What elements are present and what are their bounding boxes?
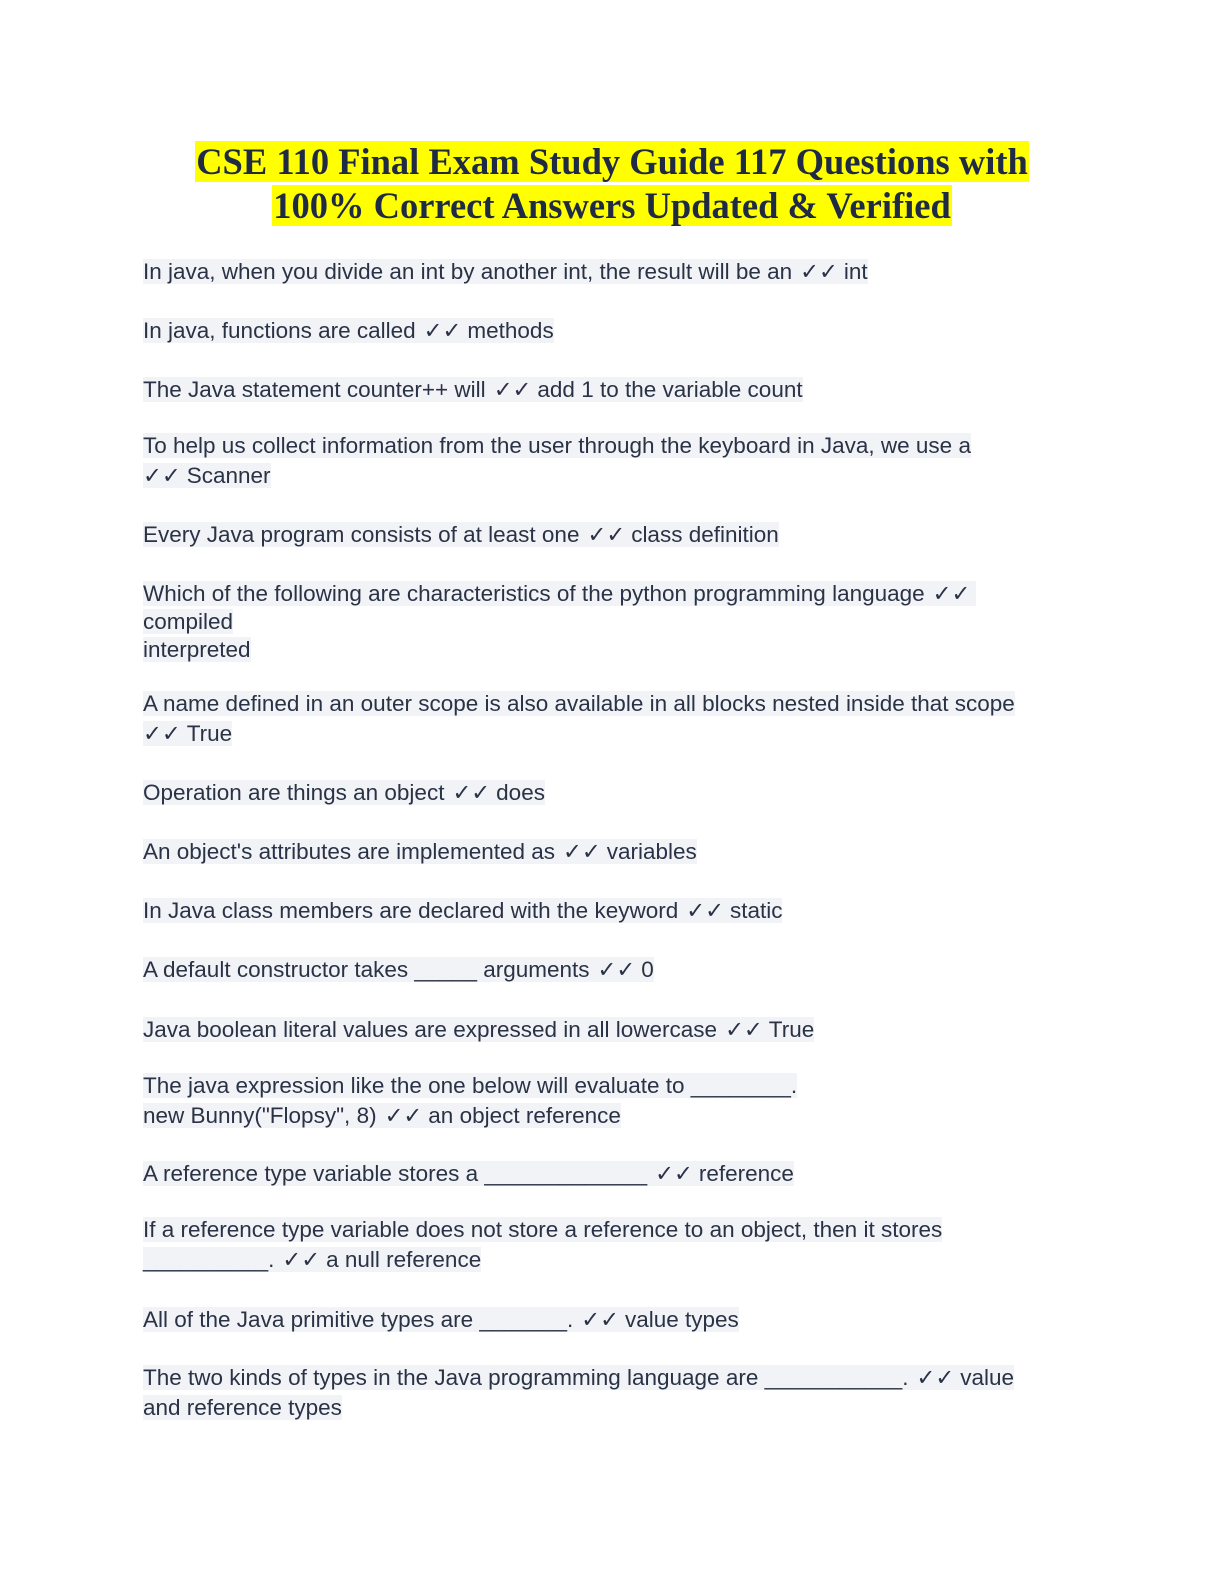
- question-text-2: __________.: [143, 1247, 275, 1272]
- qa-item: [143, 520, 779, 550]
- check-icon: ✓✓: [581, 1307, 619, 1332]
- check-icon: ✓✓: [282, 1247, 321, 1272]
- qa-item: [143, 1305, 739, 1335]
- check-icon: ✓✓: [143, 721, 181, 746]
- qa-item: [143, 1015, 814, 1045]
- qa-item: [143, 1071, 797, 1131]
- answer-text: add 1 to the variable count: [537, 377, 803, 402]
- answer-text: methods: [467, 318, 554, 343]
- answer-text: a null reference: [326, 1247, 482, 1272]
- qa-item: [143, 316, 554, 346]
- answer-text: does: [496, 780, 545, 805]
- qa-item: [143, 955, 654, 985]
- answer-text-2: interpreted: [143, 637, 251, 662]
- qa-item: [143, 778, 545, 808]
- check-icon: ✓✓: [916, 1365, 955, 1390]
- qa-item: [143, 375, 803, 405]
- check-icon: ✓✓: [587, 522, 626, 547]
- question-text: To help us collect information from the user through the keyboard in Java, we use a: [143, 433, 971, 458]
- question-text: A name defined in an outer scope is also available in all blocks nested inside that scope: [143, 691, 1015, 716]
- qa-item: [143, 896, 782, 926]
- answer-text: class definition: [631, 522, 779, 547]
- answer-text: True: [768, 1017, 815, 1042]
- question-text: The java expression like the one below will evaluate to ________.: [143, 1073, 798, 1098]
- question-text: In java, when you divide an int by another int, the result will be an: [143, 259, 793, 284]
- check-icon: ✓✓: [655, 1161, 693, 1186]
- answer-text: an object reference: [428, 1103, 621, 1128]
- check-icon: ✓✓: [932, 581, 971, 606]
- qa-item: [143, 1363, 1014, 1423]
- question-text: All of the Java primitive types are _______.: [143, 1307, 574, 1332]
- question-text: The two kinds of types in the Java programming language are ___________.: [143, 1365, 909, 1390]
- title-line-1: CSE 110 Final Exam Study Guide 117 Questions with: [196, 141, 1028, 182]
- answer-text: static: [729, 898, 783, 923]
- check-icon: ✓✓: [597, 957, 636, 982]
- question-text: If a reference type variable does not store a reference to an object, then it stores: [143, 1217, 943, 1242]
- qa-item: [143, 689, 1015, 749]
- answer-text: reference: [698, 1161, 794, 1186]
- answer-text: Scanner: [186, 463, 271, 488]
- answer-text: True: [186, 721, 233, 746]
- check-icon: ✓✓: [563, 839, 601, 864]
- question-text: Every Java program consists of at least one: [143, 522, 580, 547]
- question-text: Java boolean literal values are expressed in all lowercase: [143, 1017, 718, 1042]
- answer-text: 0: [641, 957, 654, 982]
- check-icon: ✓✓: [686, 898, 724, 923]
- question-text: A default constructor takes _____ arguments: [143, 957, 590, 982]
- check-icon: ✓✓: [800, 259, 838, 284]
- question-text-2: new Bunny("Flopsy", 8): [143, 1103, 377, 1128]
- answer-text: value types: [624, 1307, 739, 1332]
- check-icon: ✓✓: [452, 780, 491, 805]
- document-title: [0, 140, 1224, 228]
- qa-item: [143, 431, 971, 491]
- question-text: In Java class members are declared with the keyword: [143, 898, 679, 923]
- question-text: An object's attributes are implemented as: [143, 839, 556, 864]
- question-text: The Java statement counter++ will: [143, 377, 486, 402]
- answer-text: compiled: [143, 609, 234, 634]
- question-text: In java, functions are called: [143, 318, 416, 343]
- qa-item: [143, 1215, 942, 1275]
- qa-item: [143, 837, 697, 867]
- question-text: A reference type variable stores a _____________: [143, 1161, 648, 1186]
- check-icon: ✓✓: [423, 318, 462, 343]
- answer-text: variables: [606, 839, 697, 864]
- qa-item: [143, 257, 868, 287]
- check-icon: ✓✓: [143, 463, 181, 488]
- check-icon: ✓✓: [725, 1017, 763, 1042]
- title-line-2: 100% Correct Answers Updated & Verified: [273, 185, 951, 226]
- answer-text-2: and reference types: [143, 1395, 342, 1420]
- check-icon: ✓✓: [493, 377, 532, 402]
- qa-item: [143, 580, 976, 664]
- check-icon: ✓✓: [384, 1103, 423, 1128]
- question-text: Operation are things an object: [143, 780, 445, 805]
- qa-item: [143, 1159, 794, 1189]
- question-text: Which of the following are characteristics of the python programming language: [143, 581, 925, 606]
- answer-text: int: [843, 259, 868, 284]
- answer-text: value: [960, 1365, 1015, 1390]
